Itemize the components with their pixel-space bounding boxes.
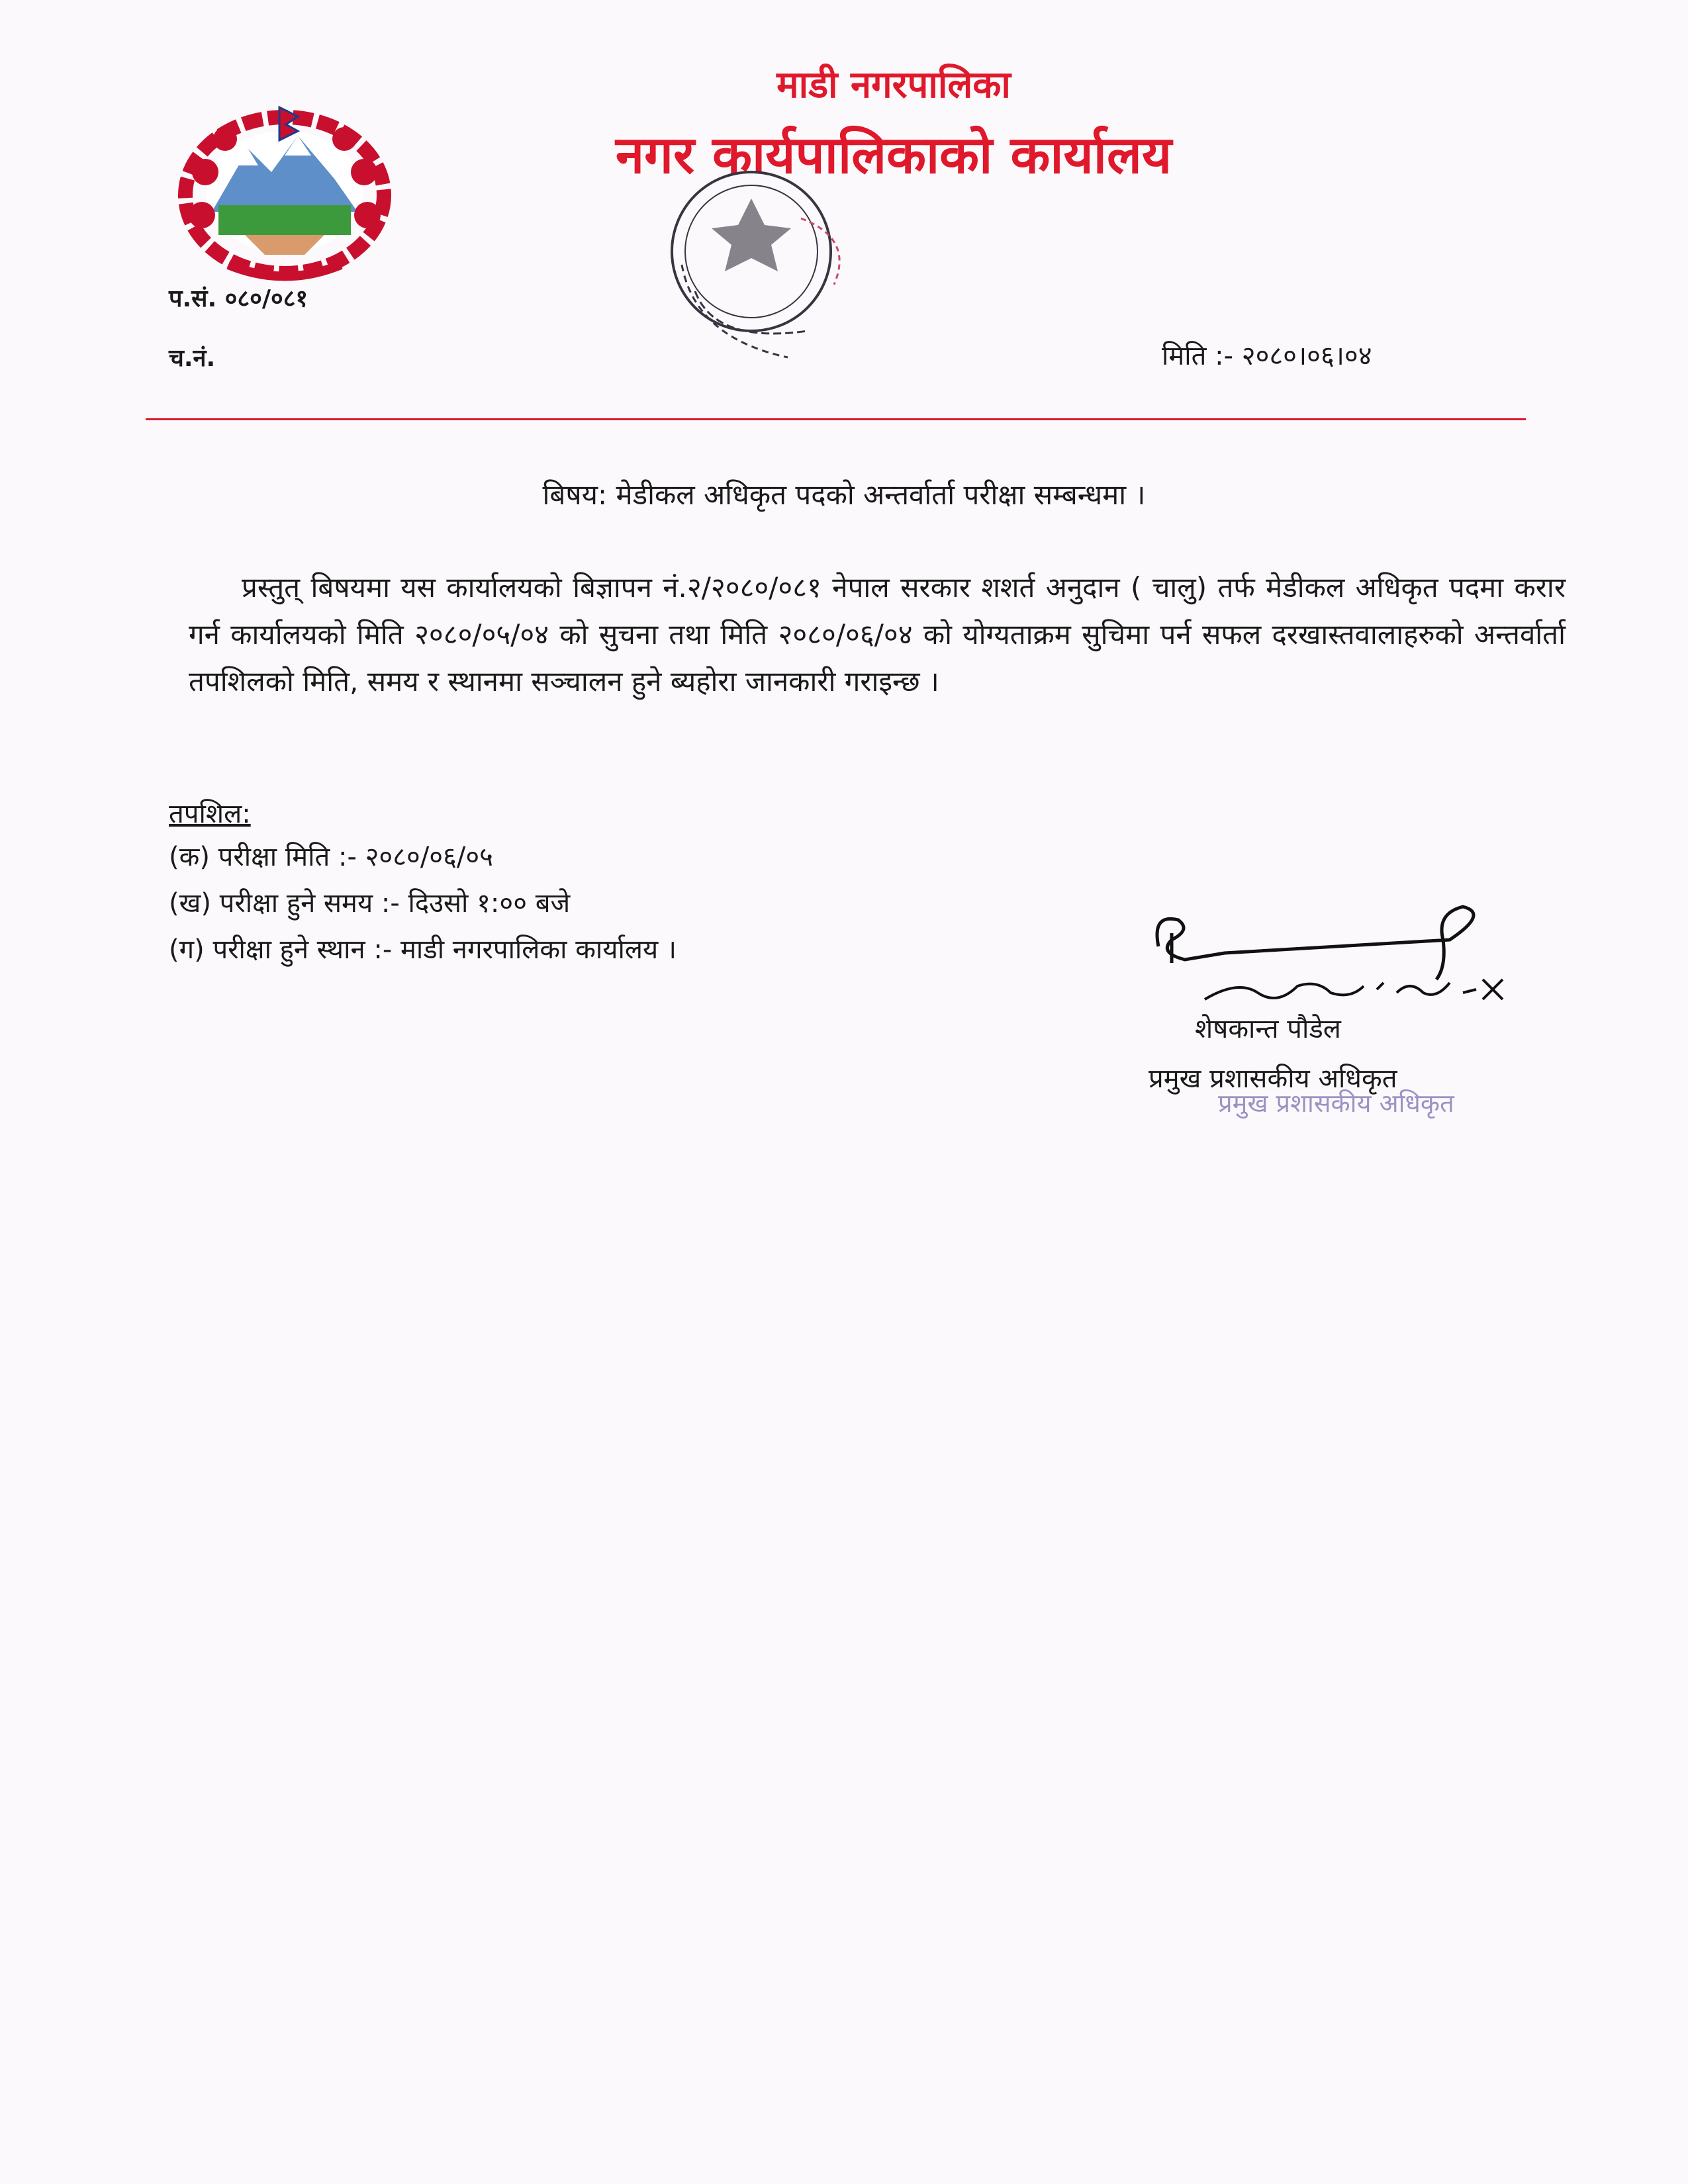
detail-item-venue: (ग) परीक्षा हुने स्थान :- माडी नगरपालिका कार्यालय ।: [169, 934, 677, 965]
letter-body: प्रस्तुत् बिषयमा यस कार्यालयको बिज्ञापन नं.२/२०८०/०८१ नेपाल सरकार शशर्त अनुदान ( चालु) तर्फ मेडीकल अधिकृत पदमा करार गर्न कार्यालयको मिति २०८०/०५/०४ को सुचना तथा मिति २०८०/०६/०४ को योग्यताक्रम सुचिमा पर्न सफल दरखास्तवालाहरुको अन्तर्वार्ता तपशिलको मिति, समय र स्थानमा सञ्चालन हुने ब्यहोरा जानकारी गराइन्छ ।: [189, 571, 1566, 698]
header-divider: [146, 418, 1526, 420]
letter-date: मिति :- २०८०।०६।०४: [1162, 341, 1372, 371]
reference-number: प.सं. ०८०/०८१: [169, 285, 308, 312]
detail-item-time: (ख) परीक्षा हुने समय :- दिउसो १:०० बजे: [169, 888, 571, 919]
signatory-name: शेषकान्त पौडेल: [1195, 1014, 1341, 1044]
dispatch-number: च.नं.: [169, 345, 216, 372]
office-name: नगर कार्यपालिकाको कार्यालय: [615, 126, 1172, 185]
letter-subject: बिषय: मेडीकल अधिकृत पदको अन्तर्वार्ता परीक्षा सम्बन्धमा ।: [542, 478, 1146, 511]
office-seal-stamp: [635, 159, 914, 377]
signatory-title: प्रमुख प्रशासकीय अधिकृत: [1149, 1064, 1397, 1094]
municipality-name: माडी नगरपालिका: [776, 64, 1011, 107]
handwritten-signature: [1145, 900, 1516, 1013]
details-heading: तपशिल:: [169, 799, 251, 829]
detail-item-date: (क) परीक्षा मिति :- २०८०/०६/०५: [169, 842, 493, 872]
signatory-title-stamp: प्रमुख प्रशासकीय अधिकृत: [1218, 1089, 1454, 1118]
